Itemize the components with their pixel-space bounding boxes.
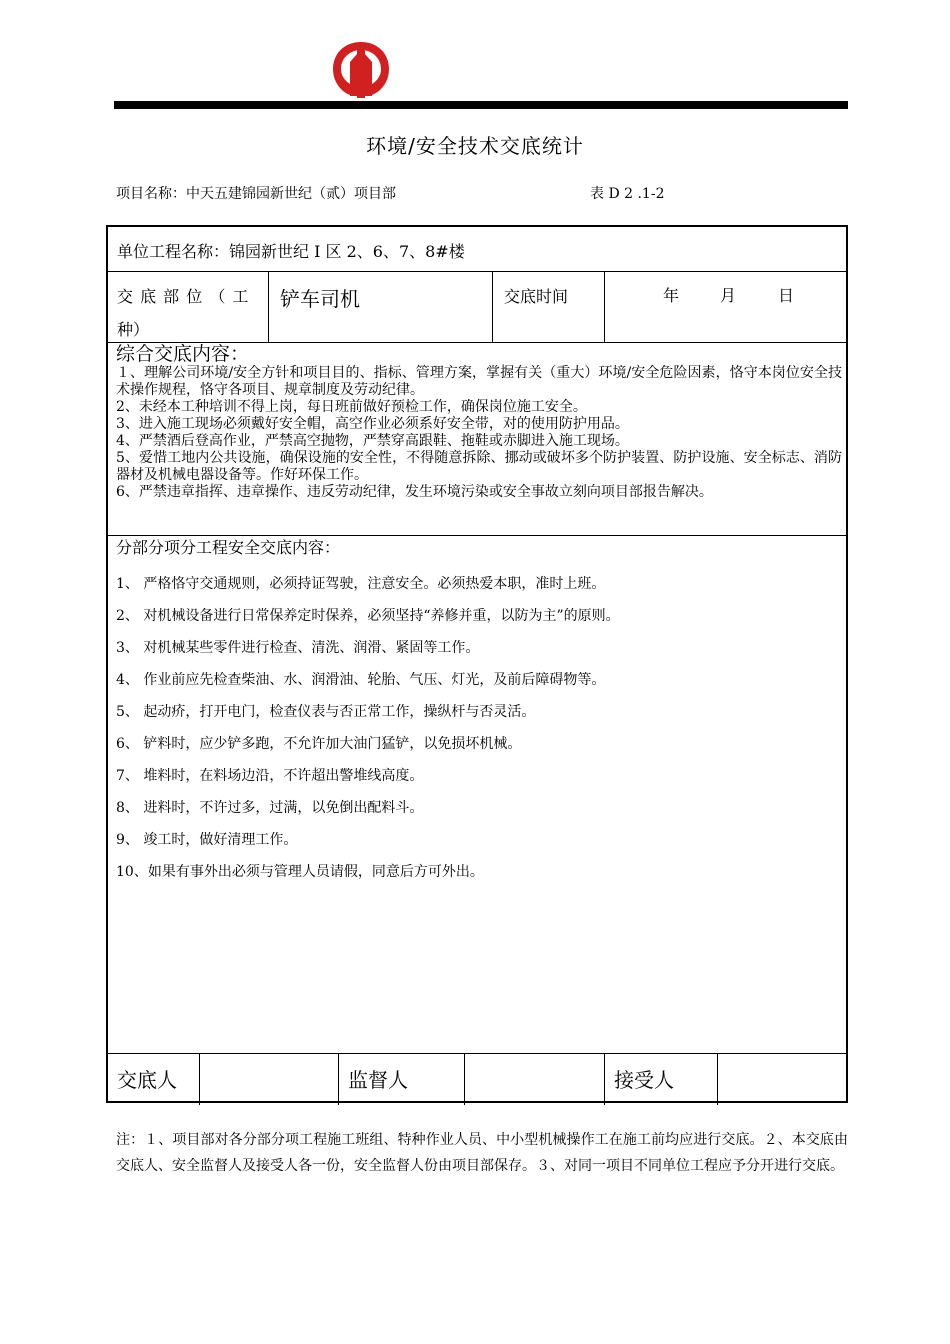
col-divider	[464, 1053, 465, 1105]
receiver-label: 接受人	[614, 1068, 674, 1092]
footnote: 注：１、项目部对各分部分项工程施工班组、特种作业人员、中小型机械操作工在施工前均应进行交底。２、本交底由交底人、安全监督人及接受人各一份，安全监督人份由项目部保存。３、对同一项目不同单位工程应予分开进行交底。	[116, 1132, 848, 1174]
specific-heading: 分部分项分工程安全交底内容：	[116, 538, 341, 557]
row-divider	[108, 271, 846, 272]
general-item: 3、进入施工现场必须戴好安全帽，高空作业必须系好安全带，对的使用防护用品。	[116, 416, 629, 432]
position-label-cont: 种）	[117, 320, 150, 339]
specific-item: 9、 竣工时，做好清理工作。	[116, 832, 298, 848]
supervisor-label: 监督人	[348, 1068, 408, 1092]
specific-item: 7、 堆料时，在料场边沿，不许超出警堆线高度。	[116, 768, 424, 784]
col-divider	[604, 1053, 605, 1105]
general-item: １、理解公司环境/安全方针和项目目的、指标、管理方案，掌握有关（重大）环境/安全危险因素，恪守本岗位安全技术操作规程，恪守各项目、规章制度及劳动纪律。	[116, 365, 842, 398]
page-title: 环境/安全技术交底统计	[366, 134, 584, 158]
disclosure-table	[106, 225, 848, 1103]
form-number: 表 D 2 .1-2	[590, 186, 665, 202]
discloser-label: 交底人	[117, 1068, 177, 1092]
general-item: 4、严禁酒后登高作业，严禁高空抛物，严禁穿高跟鞋、拖鞋或赤脚进入施工现场。	[116, 433, 629, 449]
general-disclosure	[116, 343, 842, 501]
col-divider	[492, 271, 493, 342]
specific-item: 8、 进料时，不许过多，过满，以免倒出配料斗。	[116, 800, 424, 816]
month-label: 月	[720, 286, 737, 305]
col-divider	[717, 1053, 718, 1105]
specific-item: 4、 作业前应先检查柴油、水、润滑油、轮胎、气压、灯光，及前后障碍物等。	[116, 672, 606, 688]
specific-item: 1、 严格恪守交通规则，必须持证驾驶，注意安全。必须热爱本职，准时上班。	[116, 576, 606, 592]
position-value: 铲车司机	[280, 287, 360, 311]
unit-project-name: 单位工程名称：锦园新世纪 I 区 2、6、7、8#楼	[117, 242, 465, 261]
general-heading: 综合交底内容：	[116, 343, 250, 365]
specific-item: 6、 铲料时，应少铲多跑，不允许加大油门猛铲，以免损坏机械。	[116, 736, 522, 752]
year-label: 年	[663, 286, 680, 305]
specific-item: 2、 对机械设备进行日常保养定时保养，必须坚持“养修并重，以防为主”的原则。	[116, 608, 620, 624]
day-label: 日	[778, 286, 795, 305]
time-label: 交底时间	[504, 287, 569, 306]
specific-item: 3、 对机械某些零件进行检查、清洗、润滑、紧固等工作。	[116, 640, 480, 656]
company-logo-icon	[330, 40, 392, 98]
position-label: 交 底 部 位 （ 工	[117, 287, 250, 306]
row-divider	[108, 1053, 846, 1054]
col-divider	[199, 1053, 200, 1105]
project-name: 项目名称：中天五建锦园新世纪（贰）项目部	[116, 186, 396, 202]
header-rule	[114, 101, 848, 109]
row-divider	[108, 535, 846, 536]
specific-item: 10、如果有事外出必须与管理人员请假，同意后方可外出。	[116, 864, 484, 880]
col-divider	[268, 271, 269, 342]
general-item: 6、严禁违章指挥、违章操作、违反劳动纪律，发生环境污染或安全事故立刻向项目部报告解决。	[116, 484, 713, 500]
general-item: 5、爱惜工地内公共设施，确保设施的安全性，不得随意拆除、挪动或破坏多个防护装置、防护设施、安全标志、消防器材及机械电器设备等。作好环保工作。	[116, 450, 842, 483]
specific-disclosure	[116, 538, 842, 888]
specific-item: 5、 起动疥，打开电门，检查仪表与否正常工作，操纵杆与否灵活。	[116, 704, 536, 720]
col-divider	[604, 271, 605, 342]
general-item: 2、未经本工种培训不得上岗，每日班前做好预检工作，确保岗位施工安全。	[116, 399, 587, 415]
col-divider	[338, 1053, 339, 1105]
